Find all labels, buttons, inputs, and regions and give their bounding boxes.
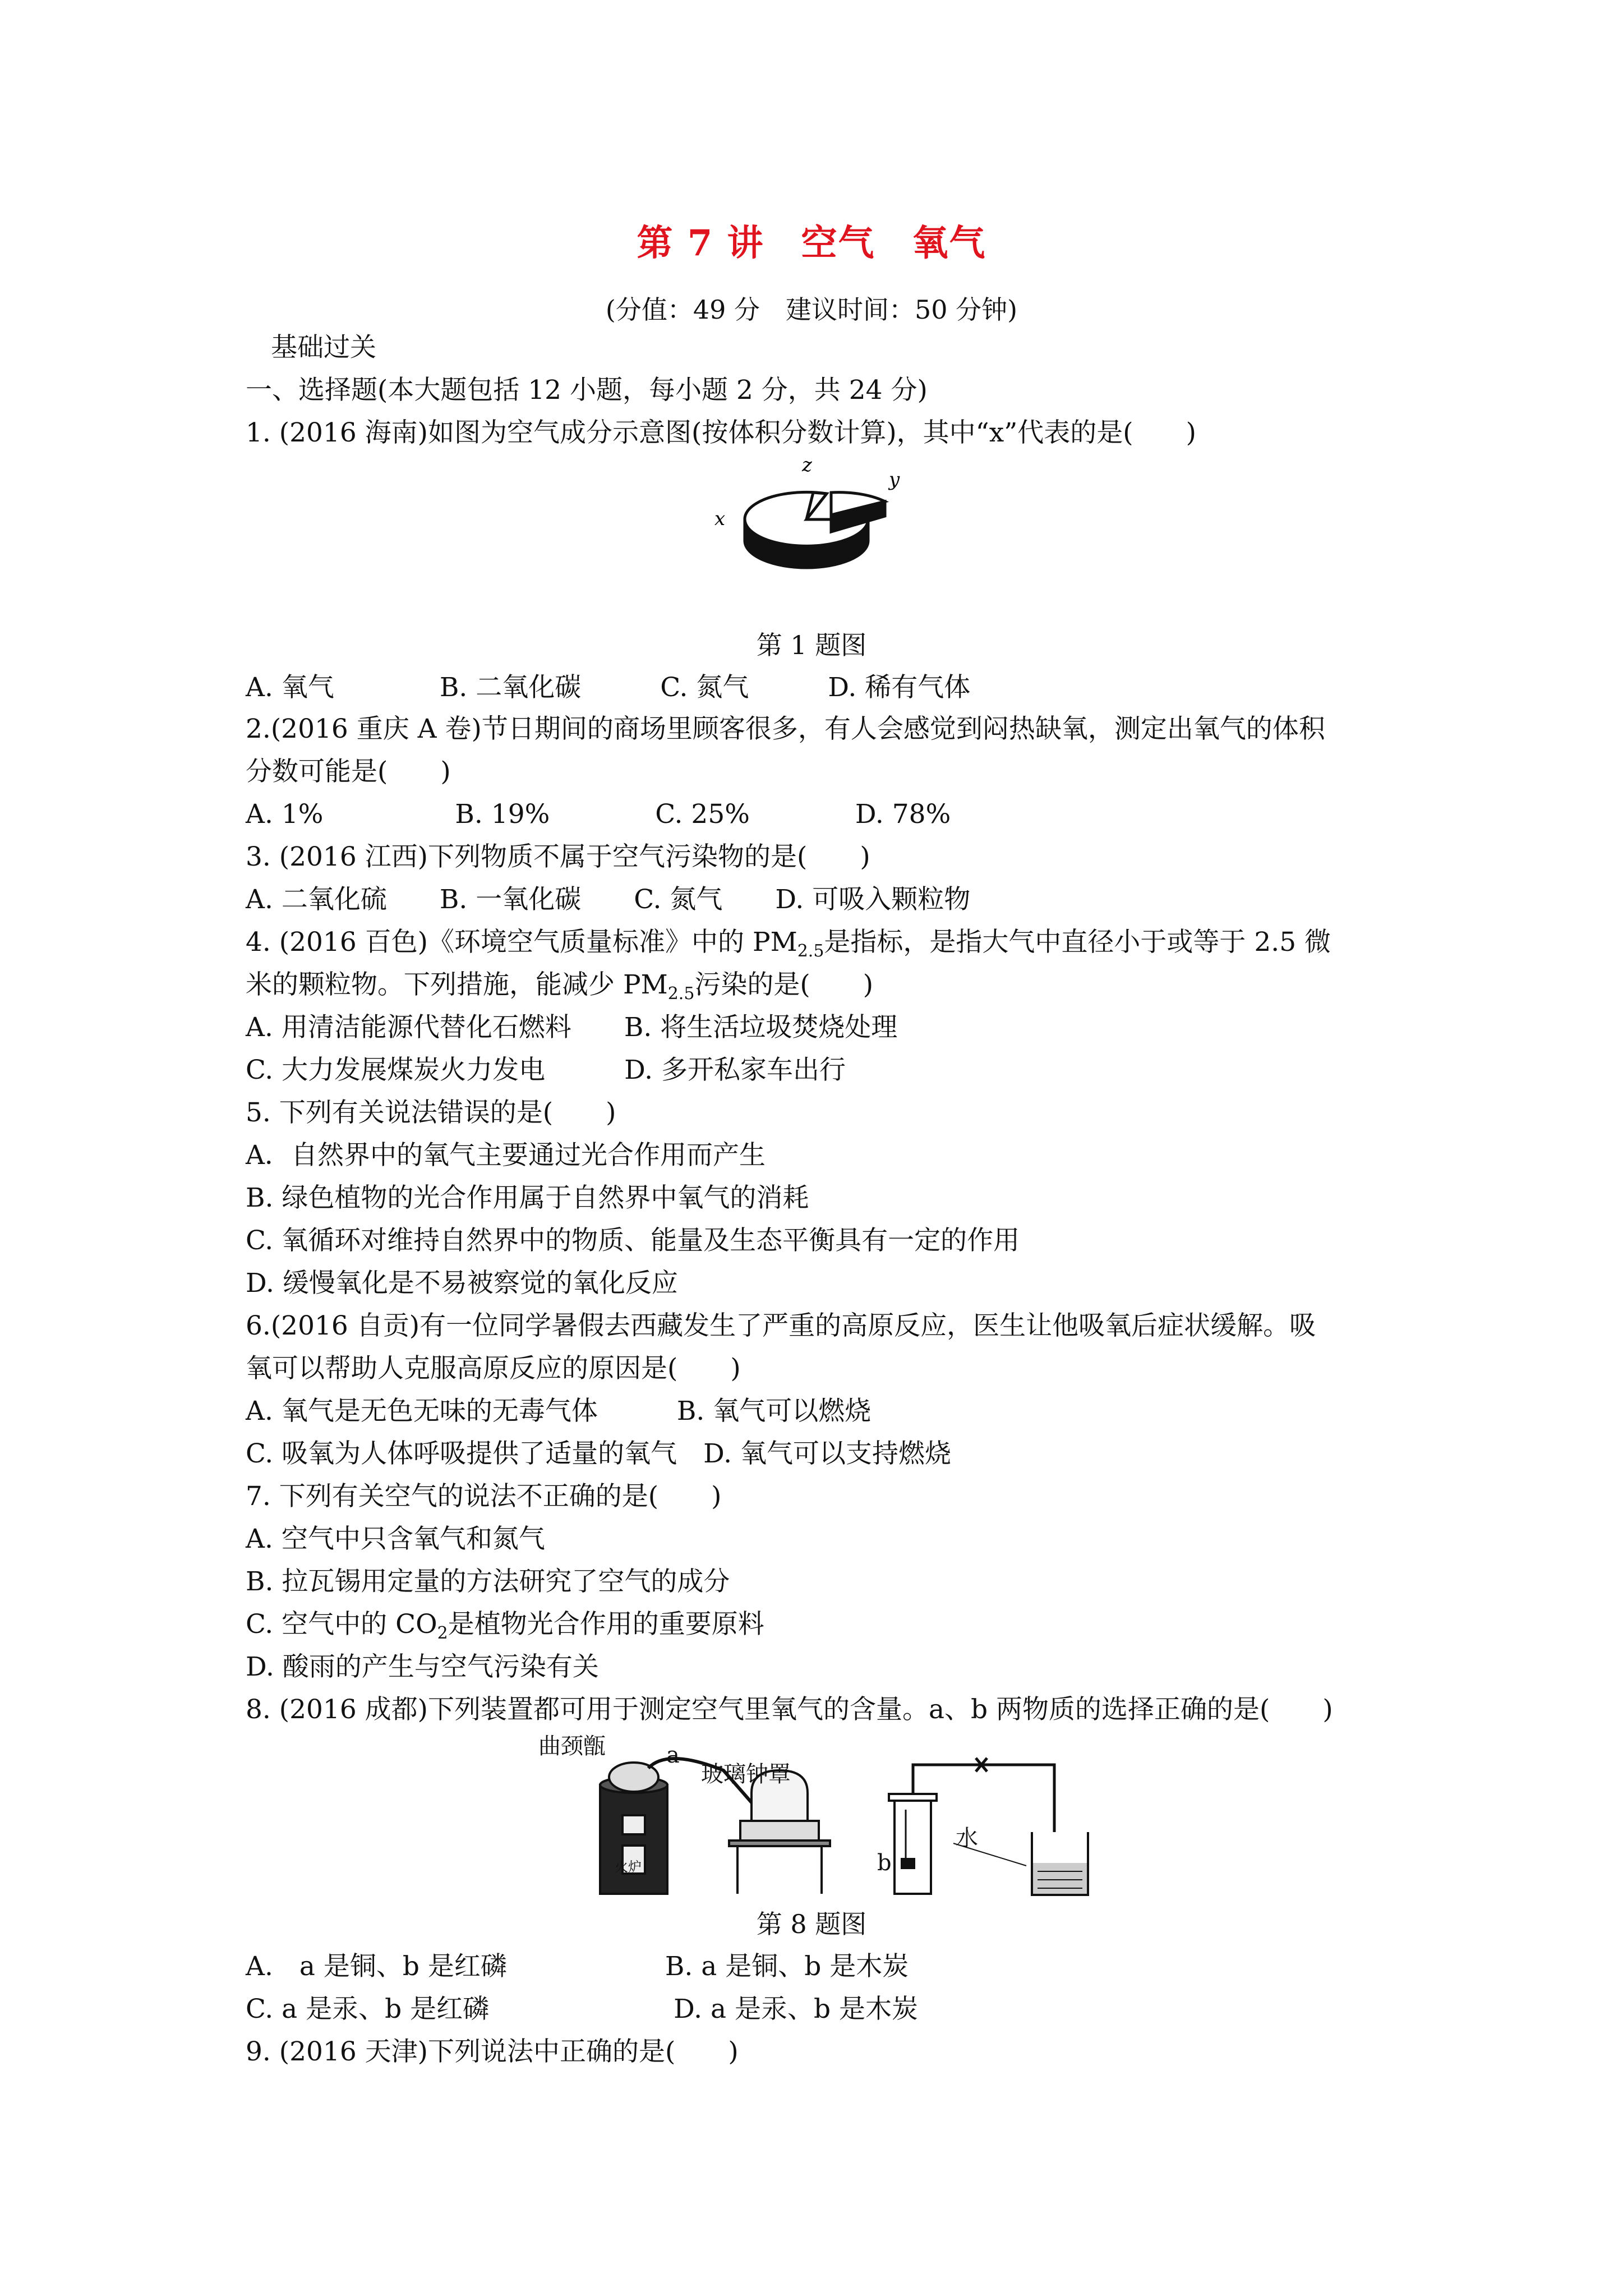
furnace: [600, 1785, 667, 1894]
q9-stem: 9. (2016 天津)下列说法中正确的是( ): [246, 2036, 739, 2067]
page-subtitle: (分值：49 分 建议时间：50 分钟): [605, 295, 1018, 325]
q6-stem-line1: 6.(2016 自贡)有一位同学暑假去西藏发生了严重的高原反应，医生让他吸氧后症状缓解。吸: [246, 1310, 1316, 1341]
q2-stem-line2: 分数可能是( ): [246, 756, 451, 787]
page-title: 第 7 讲 空气 氧气: [637, 222, 986, 264]
q8-stem: 8. (2016 成都)下列装置都可用于测定空气里氧气的含量。a、b 两物质的选择正确的是( ): [246, 1694, 1333, 1725]
pie-label-z: z: [802, 454, 812, 476]
q7-option-d: D. 酸雨的产生与空气污染有关: [246, 1651, 599, 1682]
label-water: 水: [956, 1825, 978, 1851]
q6-options-line1: A. 氧气是无色无味的无毒气体 B. 氧气可以燃烧: [246, 1396, 872, 1427]
pie-label-x: x: [714, 508, 726, 530]
q1-pie-figure: [707, 453, 920, 627]
q5-option-b: B. 绿色植物的光合作用属于自然界中氧气的消耗: [246, 1182, 809, 1213]
q7-stem: 7. 下列有关空气的说法不正确的是( ): [246, 1481, 722, 1512]
q7-option-b: B. 拉瓦锡用定量的方法研究了空气的成分: [246, 1566, 730, 1597]
q8-options-line2: C. a 是汞、b 是红磷 D. a 是汞、b 是木炭: [246, 1994, 919, 2024]
q2-options: A. 1% B. 19% C. 25% D. 78%: [246, 799, 951, 830]
pie-label-y: y: [889, 468, 900, 491]
q3-options: A. 二氧化硫 B. 一氧化碳 C. 氮气 D. 可吸入颗粒物: [246, 884, 971, 915]
q2-stem-line1: 2.(2016 重庆 A 卷)节日期间的商场里顾客很多，有人会感觉到闷热缺氧，测定出氧气的体积: [246, 714, 1325, 744]
q5-option-a: A．自然界中的氧气主要通过光合作用而产生: [246, 1140, 766, 1171]
part-heading: 一、选择题(本大题包括 12 小题，每小题 2 分，共 24 分): [246, 375, 928, 406]
q5-option-c: C. 氧循环对维持自然界中的物质、能量及生态平衡具有一定的作用: [246, 1225, 1020, 1256]
q4-options-line2: C. 大力发展煤炭火力发电 D. 多开私家车出行: [246, 1055, 846, 1085]
label-retort: 曲颈甑: [538, 1733, 606, 1759]
q6-stem-line2: 氧可以帮助人克服高原反应的原因是( ): [246, 1353, 741, 1384]
q5-option-d: D. 缓慢氧化是不易被察觉的氧化反应: [246, 1268, 678, 1299]
q5-stem: 5. 下列有关说法错误的是( ): [246, 1097, 616, 1128]
q8-options-line1: A. a 是铜、b 是红磷 B. a 是铜、b 是木炭: [246, 1951, 909, 1982]
q7-option-c: C. 空气中的 $CO_2$是植物光合作用的重要原料: [246, 1609, 764, 1643]
q8-caption: 第 8 题图: [756, 1909, 867, 1939]
label-b: b: [877, 1850, 892, 1876]
q1-caption: 第 1 题图: [756, 630, 867, 660]
q8-apparatus-figure: [538, 1731, 1099, 1899]
q4-stem-line2: 米的颗粒物。下列措施，能减少 $PM_{2.5}$污染的是( ): [246, 969, 874, 1004]
q1-stem: 1. (2016 海南)如图为空气成分示意图(按体积分数计算)，其中“x”代表的是( ): [246, 417, 1196, 448]
q4-options-line1: A. 用清洁能源代替化石燃料 B. 将生活垃圾焚烧处理: [246, 1012, 898, 1043]
q7-option-a: A. 空气中只含氧气和氮气: [246, 1524, 545, 1554]
section-name: 基础过关: [271, 332, 376, 363]
gas-bottle: [895, 1798, 931, 1894]
label-a: a: [666, 1742, 680, 1768]
q4-stem-line1: 4. (2016 百色)《环境空气质量标准》中的 $PM_{2.5}$是指标，是指大气中直径小于或等于 2.5 微: [246, 927, 1331, 961]
table: [729, 1841, 830, 1846]
q3-stem: 3. (2016 江西)下列物质不属于空气污染物的是( ): [246, 841, 870, 872]
q6-options-line2: C. 吸氧为人体呼吸提供了适量的氧气 D. 氧气可以支持燃烧: [246, 1438, 952, 1469]
label-bell-jar: 玻璃钟罩: [701, 1761, 791, 1787]
q1-options: A. 氧气 B. 二氧化碳 C. 氮气 D. 稀有气体: [246, 672, 971, 703]
label-furnace: 火炉: [615, 1859, 642, 1875]
